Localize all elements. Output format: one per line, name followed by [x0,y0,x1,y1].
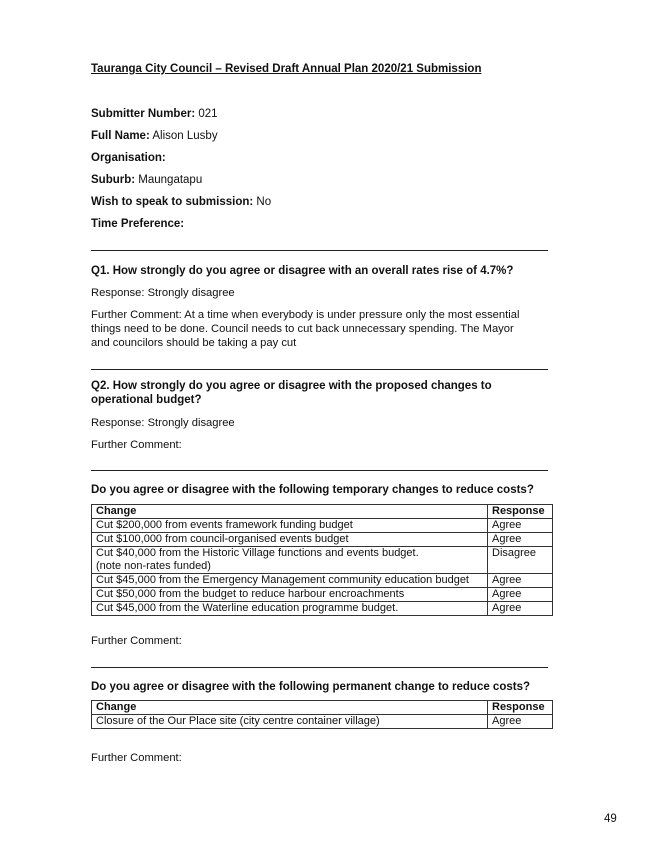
field-time-preference [91,218,184,230]
permanent-question: Do you agree or disagree with the following permanent change to reduce costs? [91,681,530,693]
field-value: Alison Lusby [152,130,218,142]
field-label: Time Preference: [91,218,185,230]
field-label: Suburb: [91,174,136,186]
section-divider [91,369,548,370]
table-row [92,519,553,533]
table-row [92,547,553,574]
field-label: Full Name: [91,130,150,142]
field-full-name [91,130,218,142]
table-row [92,574,553,588]
field-submitter-number [91,108,218,120]
q2-question: Q2. How strongly do you agree or disagree with the proposed changes to operational budget? [91,380,492,406]
field-label: Submitter Number: [91,108,196,120]
table-row [92,588,553,602]
cell-response: Agree [488,533,553,547]
page-number: 49 [604,813,617,825]
cell-change: Cut $45,000 from the Waterline education programme budget. [92,602,488,616]
field-value: Maungatapu [138,174,203,186]
cell-response: Agree [488,574,553,588]
table-row [92,715,553,729]
temporary-changes-table [91,504,553,616]
cell-change: Cut $50,000 from the budget to reduce harbour encroachments [92,588,488,602]
table-header-row [92,505,553,519]
permanent-change-table [91,700,553,729]
header-change: Change [92,505,488,519]
section-divider [91,667,548,668]
table-row [92,602,553,616]
field-label: Organisation: [91,152,166,164]
field-organisation [91,152,166,164]
temporary-comment: Further Comment: [91,635,182,647]
field-value: No [256,196,272,208]
table-row [92,533,553,547]
cell-response: Agree [488,588,553,602]
header-change: Change [92,701,488,715]
q2-comment: Further Comment: [91,439,182,451]
cell-response: Agree [488,519,553,533]
cell-change: Cut $45,000 from the Emergency Management community education budget [92,574,488,588]
temporary-question: Do you agree or disagree with the following temporary changes to reduce costs? [91,484,534,496]
header-response: Response [488,701,553,715]
cell-response: Disagree [488,547,553,574]
cell-change-note: (note non-rates funded) [96,560,211,572]
q1-response: Response: Strongly disagree [91,287,235,299]
cell-change [92,547,488,574]
cell-change: Cut $100,000 from council-organised events budget [92,533,488,547]
section-divider [91,250,548,251]
table-header-row [92,701,553,715]
cell-response: Agree [488,715,553,729]
cell-change: Closure of the Our Place site (city centre container village) [92,715,488,729]
field-label: Wish to speak to submission: [91,196,254,208]
permanent-comment: Further Comment: [91,752,182,764]
field-suburb [91,174,202,186]
q1-question: Q1. How strongly do you agree or disagree with an overall rates rise of 4.7%? [91,265,514,277]
cell-response: Agree [488,602,553,616]
document-title: Tauranga City Council – Revised Draft Annual Plan 2020/21 Submission [91,63,482,75]
section-divider [91,470,548,471]
q1-comment: Further Comment: At a time when everybody is under pressure only the most essential things need to be done. Council needs to cut back unnecessary spending. The Mayor and councilors should be taking a pay cut [91,309,520,349]
q2-response: Response: Strongly disagree [91,417,235,429]
cell-change-text: Cut $40,000 from the Historic Village functions and events budget. [96,547,419,559]
cell-change: Cut $200,000 from events framework funding budget [92,519,488,533]
header-response: Response [488,505,553,519]
field-wish-to-speak [91,196,271,208]
field-value: 021 [198,108,218,120]
